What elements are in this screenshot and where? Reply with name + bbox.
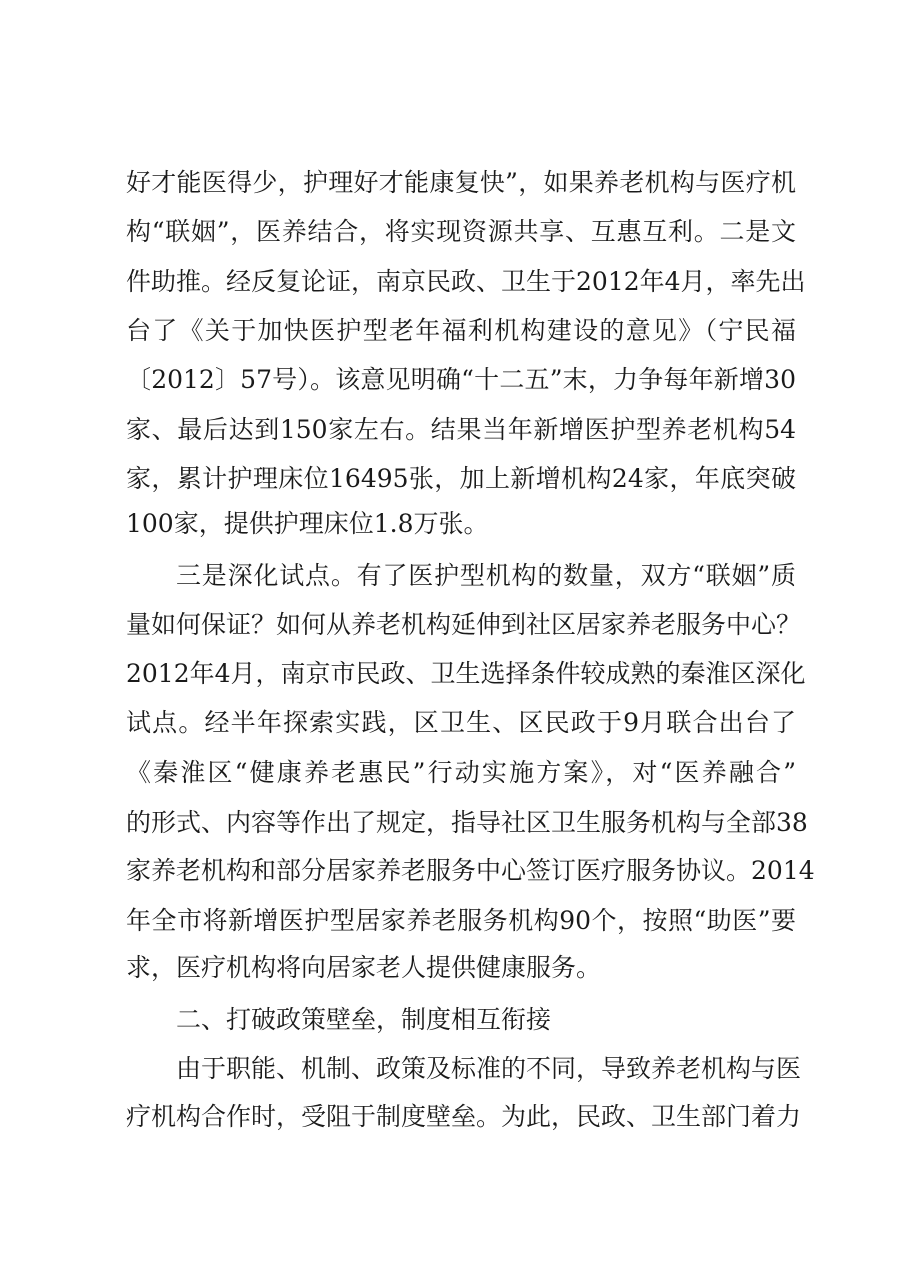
body-text-line: 构“联姻”，医养结合，将实现资源共享、互惠互利。二是文 bbox=[126, 217, 796, 246]
body-text-line: 家养老机构和部分居家养老服务中心签订医疗服务协议。2014 bbox=[126, 856, 815, 885]
body-text-line: 件助推。经反复论证，南京民政、卫生于2012年4月，率先出 bbox=[126, 267, 806, 296]
body-text-line: 三是深化试点。有了医护型机构的数量，双方“联姻”质 bbox=[176, 561, 796, 590]
body-text-line: 2012年4月，南京市民政、卫生选择条件较成熟的秦淮区深化 bbox=[126, 659, 806, 688]
section-heading: 二、打破政策壁垒，制度相互衔接 bbox=[176, 1005, 552, 1034]
body-text-line: 台了《关于加快医护型老年福利机构建设的意见》（宁民福 bbox=[126, 316, 796, 345]
body-text-line: 好才能医得少，护理好才能康复快”，如果养老机构与医疗机 bbox=[126, 168, 796, 197]
body-text-line: 家、最后达到150家左右。结果当年新增医护型养老机构54 bbox=[126, 415, 796, 444]
body-text-line: 求，医疗机构将向居家老人提供健康服务。 bbox=[126, 953, 602, 982]
body-text-line: 100家，提供护理床位1.8万张。 bbox=[126, 509, 489, 538]
body-text-line: 量如何保证？如何从养老机构延伸到社区居家养老服务中心？ bbox=[126, 610, 802, 639]
body-text-line: 《秦淮区“健康养老惠民”行动实施方案》，对“医养融合” bbox=[126, 758, 796, 787]
body-text-line: 〔2012〕57号）。该意见明确“十二五”末，力争每年新增30 bbox=[126, 365, 796, 394]
body-text-line: 年全市将新增医护型居家养老服务机构90个，按照“助医”要 bbox=[126, 906, 796, 935]
body-text-line: 疗机构合作时，受阻于制度壁垒。为此，民政、卫生部门着力 bbox=[126, 1102, 802, 1131]
body-text-line: 由于职能、机制、政策及标准的不同，导致养老机构与医 bbox=[176, 1054, 802, 1083]
body-text-line: 的形式、内容等作出了规定，指导社区卫生服务机构与全部38 bbox=[126, 808, 808, 837]
body-text-line: 试点。经半年探索实践，区卫生、区民政于9月联合出台了 bbox=[126, 708, 796, 737]
body-text-line: 家，累计护理床位16495张，加上新增机构24家，年底突破 bbox=[126, 464, 796, 493]
